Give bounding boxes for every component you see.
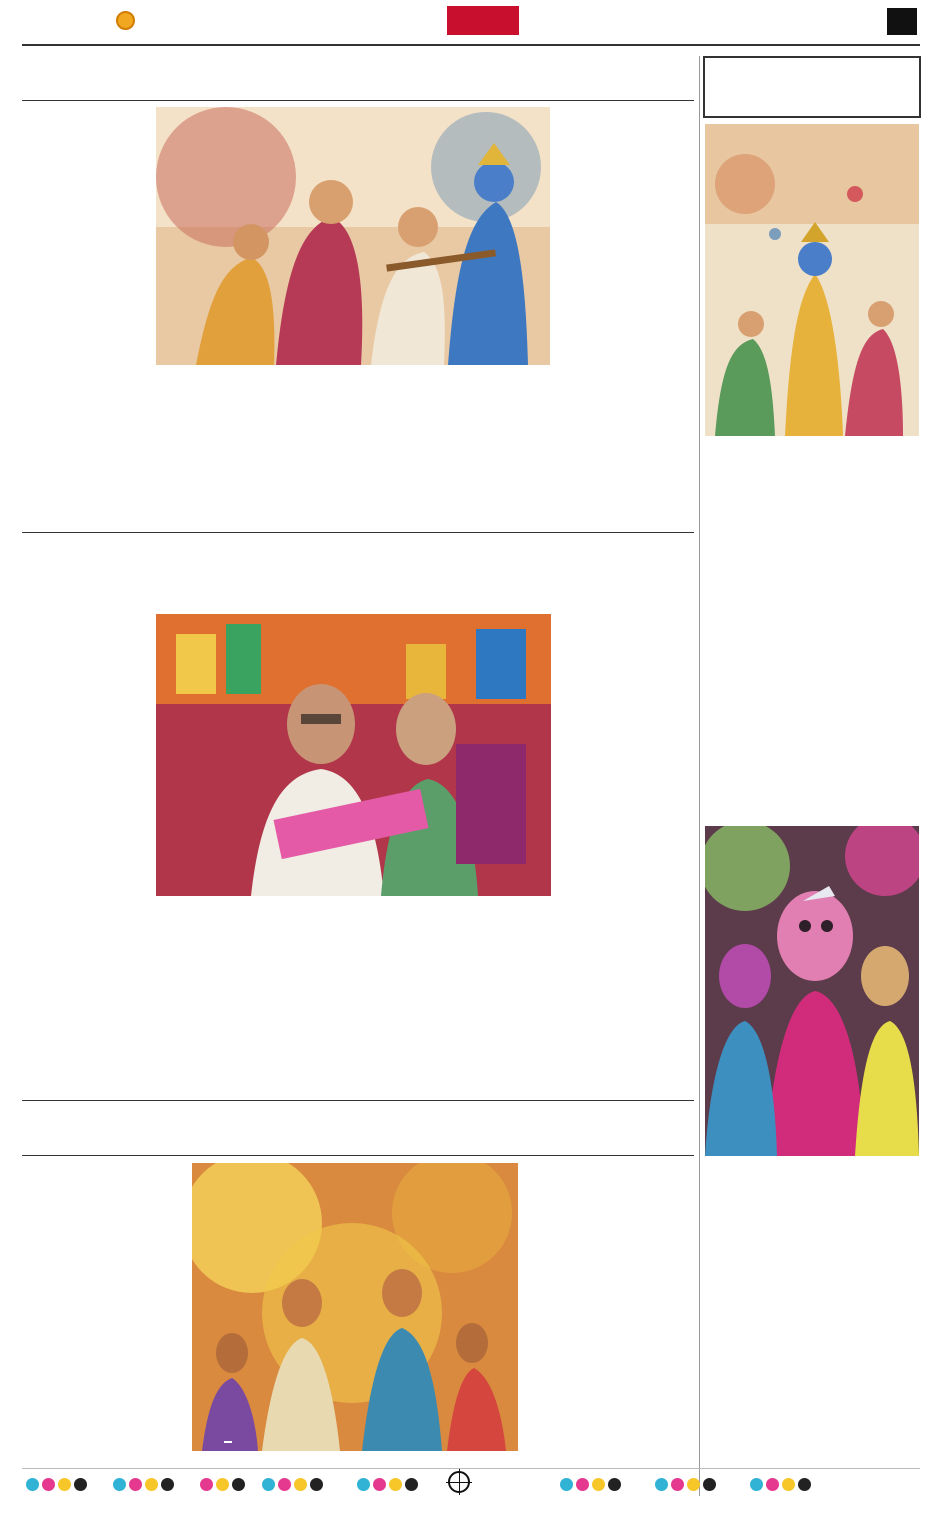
article1-headline-rule (22, 100, 694, 101)
article3-headline-rule (22, 1155, 694, 1156)
krishna-holi-illustration-image (705, 124, 919, 436)
page-number (887, 8, 917, 35)
article2-col4 (423, 908, 550, 1095)
registration-mark-icon (448, 1471, 470, 1493)
footer-color-dots-center (262, 1476, 421, 1495)
footer-rule (22, 1468, 920, 1469)
masthead (0, 0, 945, 48)
article1-col5 (558, 108, 694, 528)
article2-col5 (558, 614, 694, 1095)
article3-col2 (524, 1163, 694, 1461)
children-holi-shopping-photo (156, 614, 551, 896)
article3-top-rule (22, 1100, 694, 1101)
masthead-rule (22, 44, 920, 46)
article2-col3 (289, 908, 416, 1095)
sidebar-left-rule (699, 56, 700, 1496)
article1-col4 (423, 372, 550, 528)
barsana-laddu-holi-photo (192, 1163, 518, 1451)
article2-top-rule (22, 532, 694, 533)
sidebar-headline (703, 56, 921, 118)
article1-col1 (22, 108, 148, 528)
article2-col1 (22, 540, 148, 1095)
article2-col2 (156, 975, 283, 1095)
footer-color-dots-left (26, 1476, 248, 1495)
article1-col3 (289, 372, 416, 528)
photo-caption-laddu-holi (224, 1441, 232, 1443)
sidebar-text-bottom (705, 1160, 919, 1460)
women-holi-colors-photo (705, 826, 919, 1156)
krishna-painting-image (156, 107, 550, 365)
article3-col1 (22, 1163, 186, 1461)
brand-emblem-icon (116, 11, 135, 30)
footer-color-dots-right (560, 1476, 814, 1495)
article1-col2 (156, 372, 283, 528)
sidebar-text-top (705, 440, 919, 822)
section-tab (447, 6, 519, 35)
